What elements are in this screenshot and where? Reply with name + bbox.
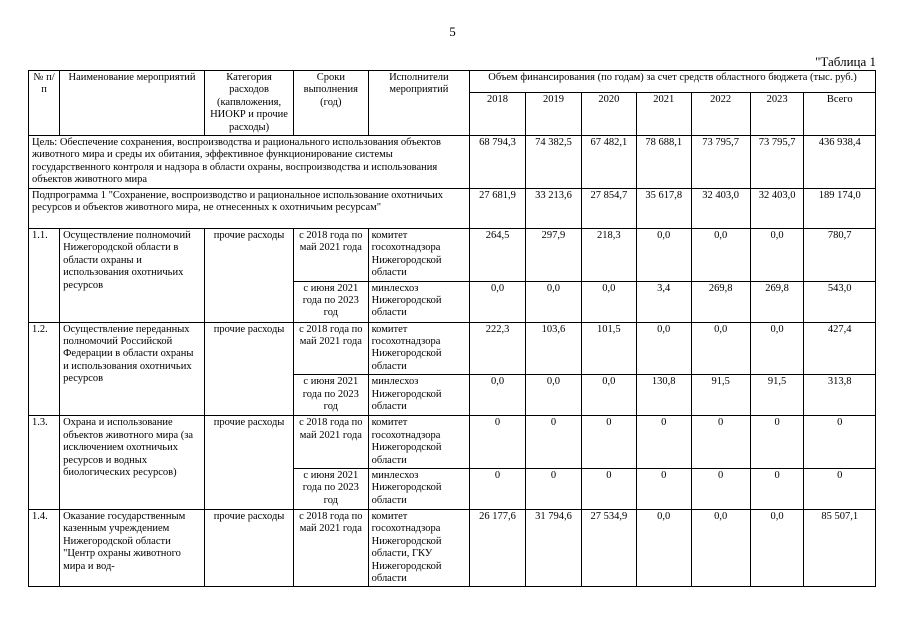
item-total: 427,4 bbox=[804, 322, 876, 375]
item-executor: комитет госохотнадзора Нижегородской области, ГКУ Нижегородской области bbox=[368, 509, 469, 586]
item-value: 0 bbox=[750, 416, 804, 469]
table-row bbox=[29, 229, 876, 282]
header-year: 2023 bbox=[750, 93, 804, 136]
item-value: 0,0 bbox=[691, 509, 750, 586]
goal-value: 73 795,7 bbox=[750, 136, 804, 189]
item-name: Осуществление полномочий Нижегородской области в области охраны и использования охотничьих ресурсов bbox=[60, 229, 205, 323]
item-total: 780,7 bbox=[804, 229, 876, 282]
item-value: 0,0 bbox=[636, 229, 691, 282]
item-term: с 2018 года по май 2021 года bbox=[294, 229, 369, 282]
item-value: 0,0 bbox=[525, 375, 581, 416]
page-number: 5 bbox=[449, 24, 456, 39]
header-name: Наименование мероприятий bbox=[60, 71, 205, 136]
item-value: 103,6 bbox=[525, 322, 581, 375]
item-value: 0,0 bbox=[691, 229, 750, 282]
item-value: 0 bbox=[750, 468, 804, 509]
header-executors: Исполнители мероприятий bbox=[368, 71, 469, 136]
item-executor: минлесхоз Нижегородской области bbox=[368, 281, 469, 322]
item-num: 1.1. bbox=[29, 229, 60, 323]
item-value: 27 534,9 bbox=[581, 509, 636, 586]
item-value: 0,0 bbox=[636, 509, 691, 586]
item-name: Осуществление переданных полномочий Российской Федерации в области охраны и использования охотничьих ресурсов bbox=[60, 322, 205, 416]
item-value: 0 bbox=[581, 416, 636, 469]
subprogram-value: 32 403,0 bbox=[691, 189, 750, 229]
goal-value: 74 382,5 bbox=[525, 136, 581, 189]
item-term: с июня 2021 года по 2023 год bbox=[294, 281, 369, 322]
item-value: 0 bbox=[470, 416, 526, 469]
goal-value: 78 688,1 bbox=[636, 136, 691, 189]
header-year: 2018 bbox=[470, 93, 526, 136]
item-value: 0,0 bbox=[581, 281, 636, 322]
item-total: 0 bbox=[804, 468, 876, 509]
item-value: 0,0 bbox=[470, 375, 526, 416]
subprogram-value: 32 403,0 bbox=[750, 189, 804, 229]
item-category: прочие расходы bbox=[205, 509, 294, 586]
item-value: 0,0 bbox=[581, 375, 636, 416]
item-value: 0 bbox=[636, 468, 691, 509]
item-executor: комитет госохотнадзора Нижегородской области bbox=[368, 322, 469, 375]
item-value: 297,9 bbox=[525, 229, 581, 282]
item-term: с 2018 года по май 2021 года bbox=[294, 322, 369, 375]
item-value: 0 bbox=[691, 416, 750, 469]
item-value: 101,5 bbox=[581, 322, 636, 375]
item-value: 130,8 bbox=[636, 375, 691, 416]
item-value: 0,0 bbox=[525, 281, 581, 322]
item-total: 85 507,1 bbox=[804, 509, 876, 586]
item-term: с 2018 года по май 2021 года bbox=[294, 509, 369, 586]
item-value: 264,5 bbox=[470, 229, 526, 282]
header-year: 2021 bbox=[636, 93, 691, 136]
item-value: 0,0 bbox=[470, 281, 526, 322]
subprogram-value: 35 617,8 bbox=[636, 189, 691, 229]
table-caption: "Таблица 1 bbox=[815, 54, 876, 69]
subprogram-total: 189 174,0 bbox=[804, 189, 876, 229]
item-executor: комитет госохотнадзора Нижегородской области bbox=[368, 416, 469, 469]
item-value: 0 bbox=[581, 468, 636, 509]
header-category: Категория расходов (капвложения, НИОКР и прочие расходы) bbox=[205, 71, 294, 136]
table-row bbox=[29, 509, 876, 586]
item-category: прочие расходы bbox=[205, 416, 294, 510]
subprogram-text: Подпрограмма 1 "Сохранение, воспроизводство и рациональное использование охотничьих ресурсов и объектов животного мира, не отнесенных к охотничьим ресурсам" bbox=[29, 189, 470, 229]
item-value: 91,5 bbox=[750, 375, 804, 416]
subprogram-value: 27 854,7 bbox=[581, 189, 636, 229]
goal-value: 68 794,3 bbox=[470, 136, 526, 189]
item-value: 222,3 bbox=[470, 322, 526, 375]
financing-table bbox=[28, 70, 876, 587]
item-value: 26 177,6 bbox=[470, 509, 526, 586]
item-value: 0 bbox=[636, 416, 691, 469]
header-year: 2020 bbox=[581, 93, 636, 136]
goal-value: 73 795,7 bbox=[691, 136, 750, 189]
header-year: 2019 bbox=[525, 93, 581, 136]
item-total: 313,8 bbox=[804, 375, 876, 416]
goal-value: 67 482,1 bbox=[581, 136, 636, 189]
item-category: прочие расходы bbox=[205, 322, 294, 416]
goal-row bbox=[29, 136, 876, 189]
header-funding: Объем финансирования (по годам) за счет средств областного бюджета (тыс. руб.) bbox=[470, 71, 876, 93]
item-value: 0 bbox=[470, 468, 526, 509]
item-value: 0,0 bbox=[691, 322, 750, 375]
item-value: 0,0 bbox=[750, 509, 804, 586]
item-num: 1.3. bbox=[29, 416, 60, 510]
header-terms: Сроки выполнения (год) bbox=[294, 71, 369, 136]
subprogram-value: 27 681,9 bbox=[470, 189, 526, 229]
item-category: прочие расходы bbox=[205, 229, 294, 323]
header-total: Всего bbox=[804, 93, 876, 136]
item-executor: комитет госохотнадзора Нижегородской области bbox=[368, 229, 469, 282]
item-value: 0,0 bbox=[750, 322, 804, 375]
item-value: 218,3 bbox=[581, 229, 636, 282]
subprogram-row bbox=[29, 189, 876, 229]
item-value: 0 bbox=[525, 468, 581, 509]
subprogram-value: 33 213,6 bbox=[525, 189, 581, 229]
table-row bbox=[29, 416, 876, 469]
item-value: 269,8 bbox=[691, 281, 750, 322]
item-name: Оказание государственным казенным учреждением Нижегородской области "Центр охраны животного мира и вод- bbox=[60, 509, 205, 586]
item-total: 543,0 bbox=[804, 281, 876, 322]
header-num: № п/п bbox=[29, 71, 60, 136]
item-value: 0,0 bbox=[636, 322, 691, 375]
item-value: 0,0 bbox=[750, 229, 804, 282]
item-value: 0 bbox=[691, 468, 750, 509]
item-executor: минлесхоз Нижегородской области bbox=[368, 468, 469, 509]
goal-total: 436 938,4 bbox=[804, 136, 876, 189]
item-value: 91,5 bbox=[691, 375, 750, 416]
item-value: 0 bbox=[525, 416, 581, 469]
item-value: 269,8 bbox=[750, 281, 804, 322]
table-row bbox=[29, 322, 876, 375]
item-total: 0 bbox=[804, 416, 876, 469]
goal-text: Цель: Обеспечение сохранения, воспроизводства и рационального использования объектов животного мира и среды их обитания, эффективное функционирование системы государственного контроля и надзора в области охраны, воспроизводства и использования объектов животного мира bbox=[29, 136, 470, 189]
item-term: с июня 2021 года по 2023 год bbox=[294, 375, 369, 416]
item-name: Охрана и использование объектов животного мира (за исключением охотничьих ресурсов и водных биологических ресурсов) bbox=[60, 416, 205, 510]
item-value: 3,4 bbox=[636, 281, 691, 322]
item-term: с июня 2021 года по 2023 год bbox=[294, 468, 369, 509]
item-executor: минлесхоз Нижегородской области bbox=[368, 375, 469, 416]
item-num: 1.2. bbox=[29, 322, 60, 416]
header-year: 2022 bbox=[691, 93, 750, 136]
item-value: 31 794,6 bbox=[525, 509, 581, 586]
item-term: с 2018 года по май 2021 года bbox=[294, 416, 369, 469]
item-num: 1.4. bbox=[29, 509, 60, 586]
